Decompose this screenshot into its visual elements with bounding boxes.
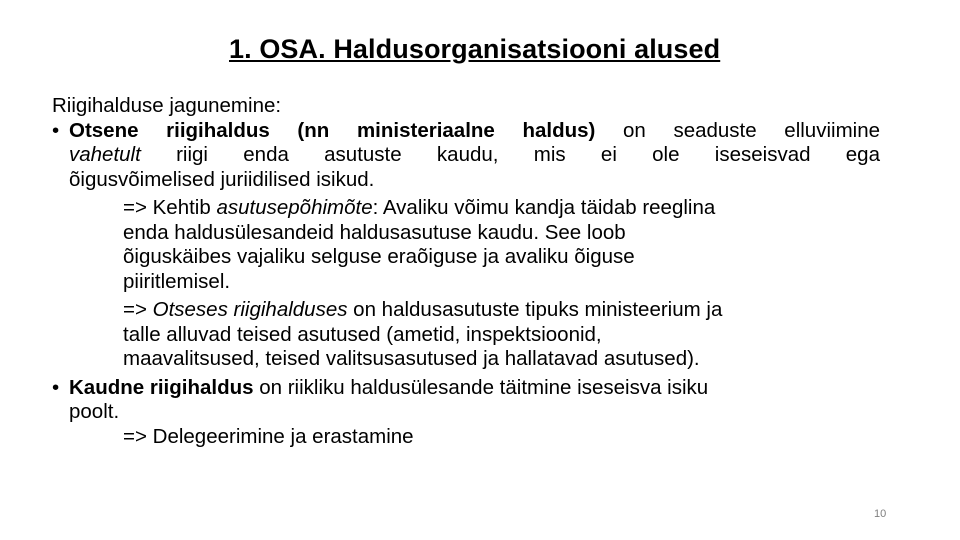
sub-point-2-prefix: => xyxy=(123,298,153,321)
bullet-1-line-2 xyxy=(52,143,880,168)
sub-point-1-line-2-text: enda haldusülesandeid haldusasutuse kaudu. See loob xyxy=(123,220,626,244)
bullet-marker: • xyxy=(52,118,60,142)
bullet-1-line-3 xyxy=(52,168,880,193)
sub-point-1-line-4-text: piiritlemisel. xyxy=(123,269,231,293)
bullet-2-text: on riikliku haldusülesande täitmine iseseisva isiku xyxy=(253,375,709,399)
bullet-2-sub-point xyxy=(52,425,880,450)
bullet-2-line-1 xyxy=(52,376,880,401)
sub-point-1-italic: asutusepõhimõte xyxy=(216,196,373,219)
sub-point-2-text: on haldusasutuste tipuks ministeerium ja xyxy=(347,298,723,321)
bullet-1-bold: Otsene riigihaldus (nn ministeriaalne haldus) xyxy=(69,118,596,142)
bullet-marker: • xyxy=(52,375,60,399)
sub-point-2-line-3 xyxy=(52,347,880,372)
bullet-1-line-1 xyxy=(52,119,880,144)
sub-point-1-line-3 xyxy=(52,245,880,270)
bullet-2-sub-point-text: => Delegeerimine ja erastamine xyxy=(123,424,414,448)
slide-content xyxy=(52,94,880,449)
bullet-1-text: on seaduste elluviimine xyxy=(595,118,880,142)
page-number: 10 xyxy=(874,508,887,520)
bullet-2-line-2-text: poolt. xyxy=(69,400,120,423)
sub-point-1-text: : Avaliku võimu kandja täidab reeglina xyxy=(372,196,716,219)
bullet-1-italic: vahetult xyxy=(69,143,141,166)
sub-point-2-italic: Otseses riigihalduses xyxy=(152,298,348,321)
sub-point-1-line-1 xyxy=(52,196,880,221)
sub-point-1-line-3-text: õiguskäibes vajaliku selguse eraõiguse ja avaliku õiguse xyxy=(123,245,635,268)
sub-point-1-prefix: => Kehtib xyxy=(123,196,217,219)
slide-title: 1. OSA. Haldusorganisatsiooni alused xyxy=(229,34,721,64)
heading-text: Riigihalduse jagunemine: xyxy=(52,94,282,117)
sub-point-2-line-2-text: talle alluvad teised asutused (ametid, inspektsioonid, xyxy=(123,322,602,346)
bullet-2-bold: Kaudne riigihaldus xyxy=(69,375,254,399)
sub-point-1-line-4 xyxy=(52,270,880,295)
sub-point-1-line-2 xyxy=(52,221,880,246)
bullet-1-line-3-text: õigusvõimelised juriidilised isikud. xyxy=(69,167,375,191)
bullet-2-line-2 xyxy=(52,400,880,425)
section-heading xyxy=(52,94,880,119)
sub-point-2-line-1 xyxy=(52,298,880,323)
sub-point-2-line-3-text: maavalitsused, teised valitsusasutused ja hallatavad asutused). xyxy=(123,347,700,370)
bullet-1-line-2-text: riigi enda asutuste kaudu, mis ei ole iseseisvad ega xyxy=(140,143,880,166)
sub-point-2-line-2 xyxy=(52,323,880,348)
